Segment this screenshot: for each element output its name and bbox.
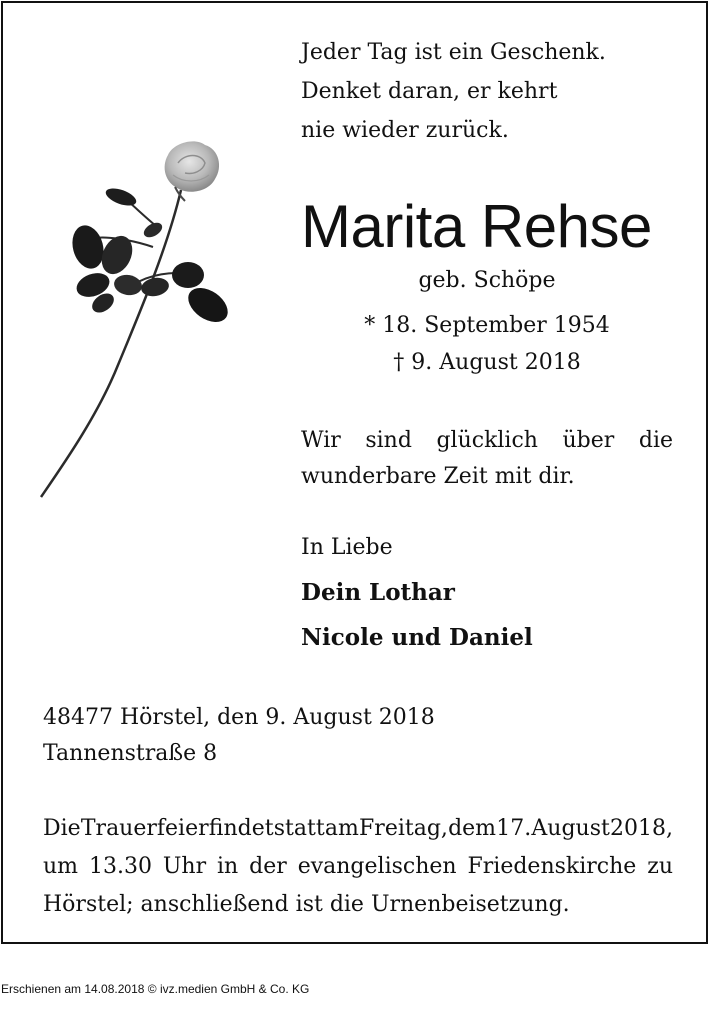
signature: Dein Lothar [301,579,455,606]
funeral-word: findet [208,816,274,841]
funeral-word: dem [448,816,497,841]
place-date: 48477 Hörstel, den 9. August 2018 [43,705,435,730]
funeral-word: am [324,816,359,841]
funeral-word: Friedenskirche [467,854,637,879]
quote-word: sind [365,428,412,453]
poem [301,33,606,150]
funeral-word: evangelischen [297,854,457,879]
funeral-line: Hörstel; anschließend ist die Urnenbeisetzung. [43,892,570,917]
address-block [43,700,435,772]
quote-line: wunderbare Zeit mit dir. [301,464,575,489]
publication-credit: Erschienen am 14.08.2018 © ivz.medien GmbH & Co. KG [1,982,310,996]
quote-word: Wir [301,428,341,453]
funeral-word: Die [43,816,81,841]
death-date: † 9. August 2018 [393,350,581,375]
poem-line: Jeder Tag ist ein Geschenk. [301,40,606,65]
birth-date: * 18. September 1954 [364,313,610,338]
obituary-card [1,1,708,944]
poem-line: Denket daran, er kehrt [301,79,558,104]
street: Tannenstraße 8 [43,741,218,766]
funeral-word: der [249,854,287,879]
funeral-word: 13.30 [88,854,152,879]
funeral-notice [43,810,673,924]
poem-line: nie wieder zurück. [301,118,509,143]
funeral-word: zu [647,854,673,879]
farewell-quote [301,423,673,495]
funeral-word: 17. [496,816,532,841]
funeral-word: August [531,816,610,841]
funeral-word: in [217,854,239,879]
quote-word: über [562,428,615,453]
funeral-line [43,810,673,848]
in-love-label: In Liebe [301,535,393,560]
birth-name: geb. Schöpe [418,268,556,293]
funeral-word: Uhr [162,854,207,879]
funeral-word: statt [273,816,325,841]
funeral-line [43,848,673,886]
funeral-word: Trauerfeier [80,816,209,841]
funeral-word: 2018, [610,816,673,841]
rose-icon [33,135,243,505]
quote-word: die [638,428,673,453]
funeral-word: um [43,854,79,879]
deceased-name: Marita Rehse [301,193,652,260]
signature: Nicole und Daniel [301,624,533,651]
funeral-word: Freitag, [359,816,448,841]
quote-line [301,423,673,459]
quote-word: glücklich [436,428,538,453]
